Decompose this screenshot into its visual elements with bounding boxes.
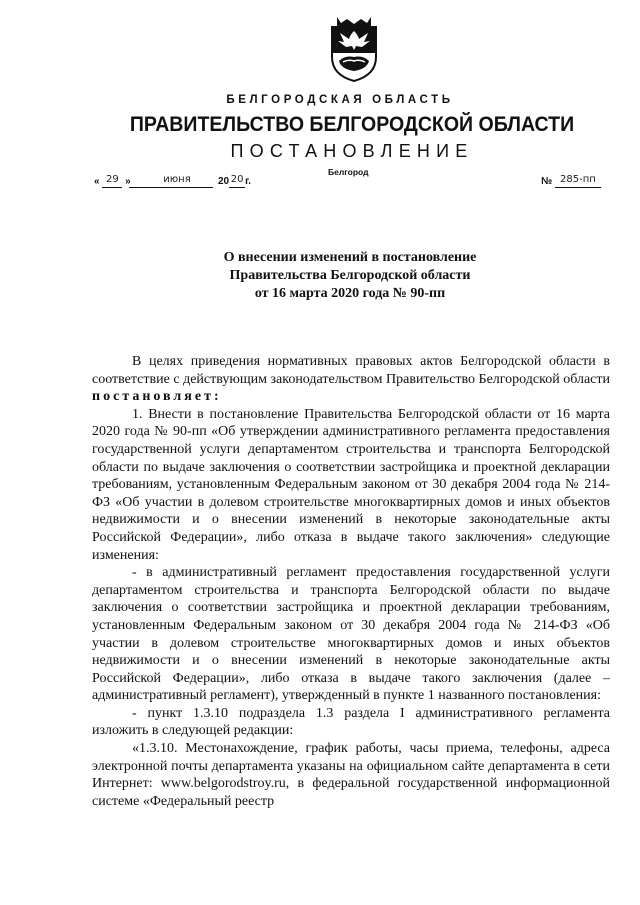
amendment-point-paragraph: - пункт 1.3.10 подраздела 1.3 раздела I административного регламента изложить в следующей редакции: [92, 705, 610, 739]
date-month-field [129, 176, 213, 188]
date-day-value: 29 [105, 174, 119, 185]
clause-1-paragraph: 1. Внести в постановление Правительства Белгородской области от 16 марта 2020 года № 90-пп «Об утверждении административного регламента предоставления государственной услуги департаментом строительства и транспорта Белгородской области по выдаче заключения о соответствии застройщика и проектной декларации требованиям, установленным Федеральным законом от 30 декабря 2004 года № 214-ФЗ «Об участии в долевом строительстве многоквартирных домов и иных объектов недвижимости и о внесении изменений в некоторые законодательные акты Российской Федерации», либо отказа в выдаче такого заключения» следующие изменения: [92, 406, 610, 563]
preamble-colon: : [213, 389, 222, 405]
government-header: ПРАВИТЕЛЬСТВО БЕЛГОРОДСКОЙ ОБЛАСТИ [129, 113, 575, 136]
document-number-value: 285-пп [560, 174, 596, 185]
date-month-value: июня [163, 174, 191, 185]
date-year-century: 20 [218, 176, 230, 187]
region-header: БЕЛГОРОДСКАЯ ОБЛАСТЬ [226, 94, 454, 106]
date-year-suffix: г. [245, 176, 252, 187]
preamble-paragraph [92, 353, 610, 406]
coat-of-arms-emblem [329, 17, 379, 83]
date-day-field [94, 176, 131, 188]
document-number-prefix: № [541, 176, 553, 187]
document-type-heading: ПОСТАНОВЛЕНИЕ [230, 141, 474, 161]
city-label: Белгород [328, 167, 369, 177]
date-close-quote: » [125, 176, 131, 187]
date-year-value: 20 [230, 174, 244, 185]
date-year-field [218, 176, 251, 188]
date-open-quote: « [94, 176, 100, 187]
title-line-2: Правительства Белгородской области [229, 268, 471, 283]
document-title [90, 249, 610, 303]
title-line-1: О внесении изменений в постановление [223, 250, 477, 265]
document-number-field [541, 176, 601, 188]
preamble-text: В целях приведения нормативных правовых актов Белгородской области в соответствие с действующим законодательством Правительство Белгородской области [92, 354, 610, 387]
amendment-regulation-paragraph: - в административный регламент предоставления государственной услуги департаментом строительства и транспорта Белгородской области по выдаче заключения о соответствии застройщика и проектной декларации требованиям, установленным Федеральным законом от 30 декабря 2004 года № 214-ФЗ «Об участии в долевом строительстве многоквартирных домов и иных объектов недвижимости и о внесении изменений в некоторые законодательные акты Российской Федерации», либо отказа в выдаче такого заключения (далее – административный регламент), утвержденный в пункте 1 названного постановления: [92, 565, 610, 704]
new-clause-text-paragraph: «1.3.10. Местонахождение, график работы, часы приема, телефоны, адреса электронной почты департамента указаны на официальном сайте департамента в сети Интернет: www.belgorodstroy.ru, в федеральной государственной информационной системе «Федеральный реестр [92, 741, 610, 809]
title-line-3: от 16 марта 2020 года № 90-пп [254, 286, 446, 301]
resolves-word: постановляет [92, 389, 214, 405]
document-body [92, 353, 610, 810]
